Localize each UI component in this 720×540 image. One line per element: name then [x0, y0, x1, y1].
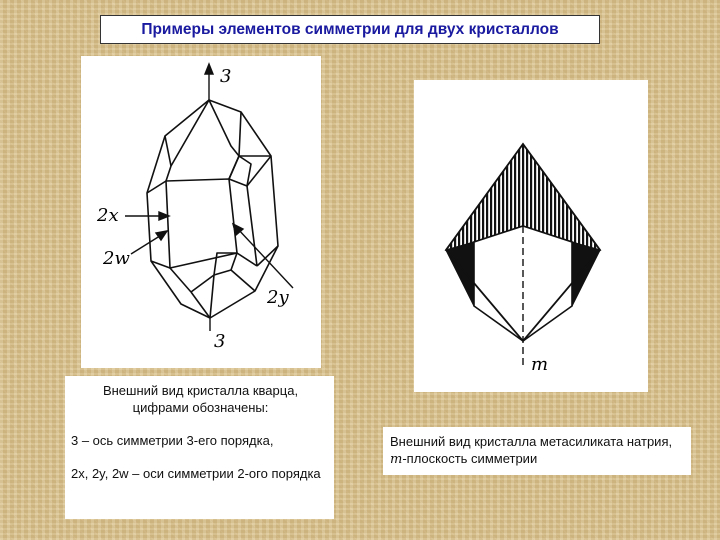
slide-title: Примеры элементов симметрии для двух кристаллов	[100, 15, 600, 44]
quartz-crystal-drawing	[81, 56, 321, 368]
metasilicate-crystal-drawing	[414, 80, 648, 392]
metasilicate-caption-prefix: Внешний вид кристалла метасиликата натрия,	[390, 434, 673, 449]
axis-2w-arrowhead	[156, 231, 167, 240]
metasilicate-caption	[383, 427, 691, 475]
quartz-caption-line2: цифрами обозначены:	[132, 400, 269, 415]
axis-3-bottom-label: 3	[214, 331, 226, 352]
axis-2y-label: 2y	[267, 287, 289, 308]
quartz-caption-line4: 2x, 2y, 2w – оси симметрии 2-ого порядка	[71, 466, 321, 481]
axis-2x-label: 2x	[97, 205, 119, 226]
black-side-face-left	[446, 242, 474, 306]
axis-3-top-label: 3	[220, 66, 232, 87]
metasilicate-caption-m: m	[390, 452, 403, 467]
quartz-prism-face	[166, 179, 237, 268]
axis-2w-label: 2w	[103, 248, 130, 269]
quartz-crystal-figure	[81, 56, 321, 368]
quartz-caption	[65, 376, 334, 519]
quartz-caption-line3: 3 – ось симметрии 3-его порядка,	[71, 433, 274, 448]
metasilicate-caption-suffix: -плоскость симметрии	[402, 451, 538, 466]
metasilicate-crystal-figure	[414, 80, 648, 392]
black-side-face-right	[572, 242, 600, 306]
axis-3-top-arrowhead	[205, 64, 213, 74]
quartz-caption-line1: Внешний вид кристалла кварца,	[102, 383, 299, 398]
mirror-plane-label: m	[531, 354, 549, 375]
